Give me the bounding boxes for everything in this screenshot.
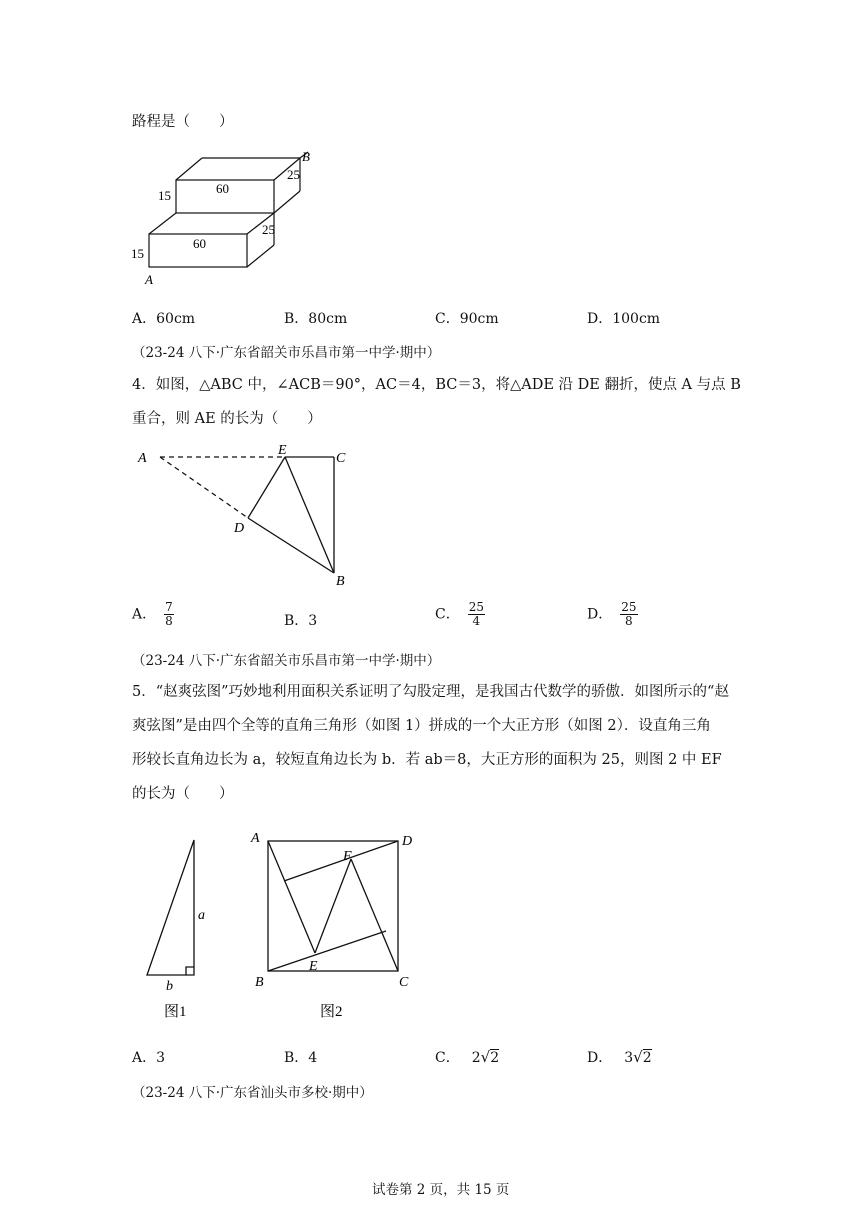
q5-option-d: D． 3√2: [587, 1048, 652, 1066]
q5-stem-line2: 爽弦图”是由四个全等的直角三角形（如图 1）拼成的一个大正方形（如图 2）．设直角三角: [132, 718, 711, 734]
q3-point-a: A: [145, 272, 153, 287]
q4-point-a: A: [138, 451, 147, 466]
q4-triangle-figure: [130, 440, 360, 590]
q5-source: （23-24 八下·广东省韶关市乐昌市第一中学·期中）: [132, 653, 441, 669]
q3-label-top-w: 25: [287, 167, 300, 182]
q5-fig2-point-f: F: [343, 849, 352, 864]
q3-stem-tail: 路程是（ ）: [132, 114, 234, 130]
q5-option-b: B．4: [284, 1050, 318, 1066]
q5-figure-1: [130, 830, 220, 1030]
q3-stair-figure: [120, 145, 330, 295]
q3-label-bot-len: 60: [193, 236, 206, 251]
q5-fig2-point-d: D: [402, 834, 413, 849]
q5-figure-2: [245, 825, 425, 1025]
page-footer: 试卷第 2 页，共 15 页: [372, 1182, 510, 1198]
q5-stem-line1: 5．“赵爽弦图”巧妙地利用面积关系证明了勾股定理，是我国古代数学的骄傲．如图所示的“赵: [132, 684, 729, 700]
q3-label-bot-w: 25: [262, 222, 275, 237]
q4-option-a: A． $\frac{7}{8}$: [132, 600, 173, 628]
q5-fig2-caption: 图2: [320, 1004, 343, 1020]
q5-stem-line3: 形较长直角边长为 a，较短直角边长为 b．若 ab＝8，大正方形的面积为 25，则图 2 中 EF: [132, 752, 722, 768]
q4-source: （23-24 八下·广东省韶关市乐昌市第一中学·期中）: [132, 345, 441, 361]
q3-label-top-len: 60: [216, 181, 229, 196]
q5-option-c: C． 2√2: [435, 1048, 500, 1066]
q5-fig2-point-e: E: [309, 959, 318, 974]
q4-option-c: C． $\frac{25}{4}$: [435, 600, 484, 628]
q5-fig2-point-c: C: [399, 975, 409, 990]
q4-stem-line2: 重合，则 AE 的长为（ ）: [132, 411, 322, 427]
q5-fig2-point-b: B: [255, 975, 264, 990]
q3-option-b: B．80cm: [284, 311, 348, 327]
q4-point-c: C: [336, 451, 346, 466]
q5-fig2-point-a: A: [251, 831, 260, 846]
q5-stem-line4: 的长为（ ）: [132, 786, 234, 802]
q6-source: （23-24 八下·广东省汕头市多校·期中）: [132, 1085, 373, 1101]
q3-option-c: C．90cm: [435, 311, 499, 327]
q4-point-e: E: [278, 443, 287, 458]
q5-option-a: A．3: [132, 1050, 166, 1066]
q3-point-b: B: [302, 149, 310, 164]
q3-label-bot-h: 15: [131, 246, 144, 261]
q4-point-b: B: [336, 574, 345, 589]
q5-fig1-caption: 图1: [164, 1004, 187, 1020]
q4-point-d: D: [234, 521, 245, 536]
q5-fig1-side-b: b: [166, 979, 173, 994]
q5-fig1-side-a: a: [198, 908, 205, 923]
q4-stem-line1: 4．如图，△ABC 中，∠ACB＝90°，AC＝4，BC＝3，将△ADE 沿 DE 翻折，使点 A 与点 B: [132, 377, 741, 393]
q3-option-d: D．100cm: [587, 311, 661, 327]
q4-option-b: B．3: [284, 613, 318, 629]
q3-option-a: A．60cm: [132, 311, 196, 327]
q3-label-top-h: 15: [158, 188, 171, 203]
q4-option-d: D． $\frac{25}{8}$: [587, 600, 637, 628]
